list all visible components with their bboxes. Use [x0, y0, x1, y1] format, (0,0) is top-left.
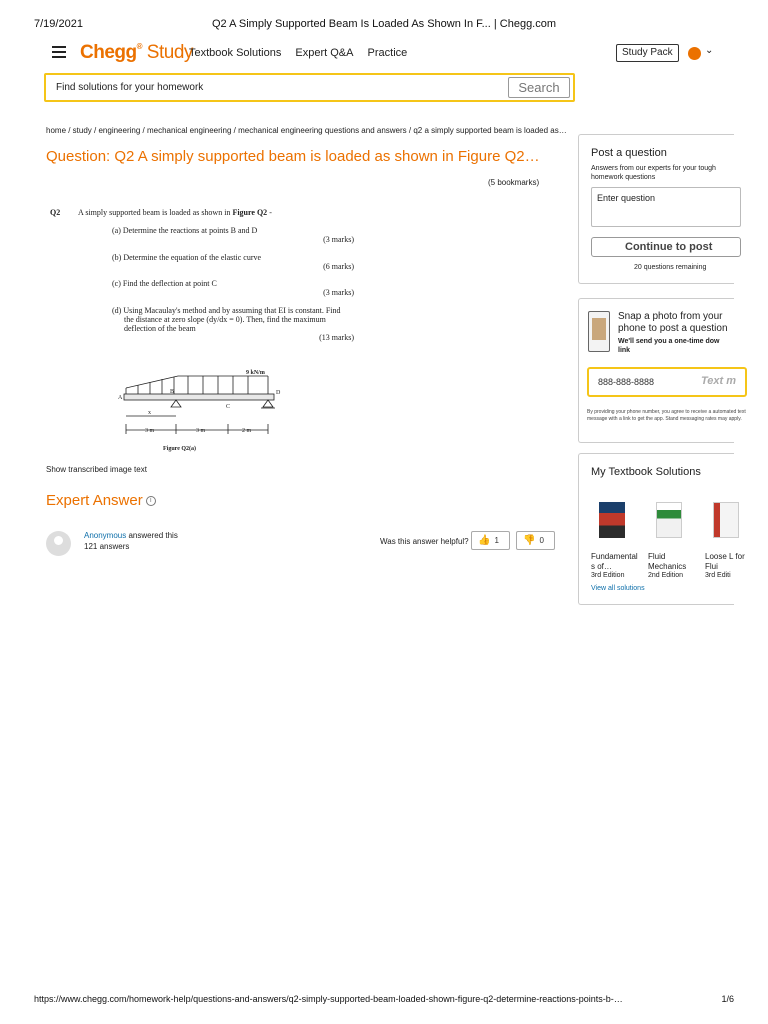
question-input[interactable]: Enter question [591, 187, 741, 227]
breadcrumb[interactable]: home / study / engineering / mechanical engineering / mechanical engineering questions and answers / q2 a simply supported beam is loaded as… [46, 126, 567, 135]
book-cover [713, 502, 739, 538]
part-c: (c) Find the deflection at point C [112, 279, 217, 288]
part-a: (a) Determine the reactions at points B and D [112, 226, 258, 235]
logo-study: Study [146, 42, 193, 63]
hamburger-menu-icon[interactable] [52, 46, 66, 58]
textbook-item[interactable] [591, 502, 638, 579]
bookmark-count[interactable]: (5 bookmarks) [488, 178, 540, 187]
snap-photo-panel [578, 298, 746, 443]
book-edition: 3rd Editi [705, 572, 731, 579]
helpful-question: Was this answer helpful? [380, 537, 469, 546]
search-button[interactable]: Search [508, 77, 570, 98]
snap-sub-line1: We'll send you a one-time dow [618, 338, 720, 345]
beam [124, 394, 274, 400]
expert-answer-heading [46, 492, 156, 509]
thumbs-up-count: 1 [494, 536, 499, 545]
print-url: https://www.chegg.com/homework-help/questions-and-answers/q2-simply-supported-beam-loaded-shown-figure-q2-determine-reactions-points-b-… [34, 994, 623, 1004]
nav-practice[interactable]: Practice [367, 47, 408, 59]
answer-count: 121 answers [84, 542, 130, 551]
part-b: (b) Determine the equation of the elastic curve [112, 253, 262, 262]
part-d: (d) Using Macaulay's method and by assuming that EI is constant. Find [112, 306, 341, 315]
thumbs-down-icon: 👎 [523, 535, 536, 546]
book-cover [599, 502, 625, 538]
thumbs-down-count: 0 [539, 536, 544, 545]
thumbs-up-icon: 👍 [478, 535, 491, 546]
print-header [34, 18, 734, 32]
print-date: 7/19/2021 [34, 18, 83, 30]
answerer-name[interactable]: Anonymous [84, 531, 127, 540]
view-all-solutions-link[interactable]: View all solutions [591, 585, 645, 592]
page-number: 1/6 [721, 994, 734, 1004]
sms-legal-text: By providing your phone number, you agree to receive a automated text message with a link to get the app. Stand messaging rates may apply. [587, 409, 746, 422]
answerer-avatar [46, 531, 71, 556]
figure-caption: Figure Q2(a) [163, 446, 197, 452]
snap-heading-line2: phone to post a question [618, 323, 728, 334]
phone-icon [588, 311, 610, 352]
question-image [50, 206, 360, 458]
show-transcribed-link[interactable]: Show transcribed image text [46, 465, 147, 474]
part-b-marks: (6 marks) [323, 262, 354, 271]
question-intro [78, 208, 272, 217]
info-icon[interactable]: i [146, 496, 156, 506]
answerer-line [84, 531, 178, 540]
part-d-line3: deflection of the beam [124, 324, 196, 333]
post-question-subtitle: Answers from our experts for your tough homework questions [591, 165, 716, 181]
snap-subtitle [618, 337, 720, 355]
chegg-logo[interactable] [80, 42, 193, 64]
part-c-marks: (3 marks) [323, 288, 354, 297]
chevron-down-icon[interactable]: ⌄ [705, 45, 714, 56]
phone-placeholder: 888-888-8888 [598, 377, 655, 387]
snap-heading [618, 311, 728, 335]
phone-number-field[interactable] [587, 367, 747, 397]
study-pack-button[interactable]: Study Pack [616, 44, 679, 62]
questions-remaining: 20 questions remaining [634, 264, 707, 271]
textbook-solutions-heading: My Textbook Solutions [591, 466, 701, 478]
load-outline [126, 376, 268, 388]
dim-3: 2 m [242, 428, 252, 434]
thumbs-up-button[interactable] [471, 531, 510, 550]
logo-text: Chegg [80, 42, 137, 63]
dim-1: 3 m [145, 428, 155, 434]
part-d-line2: the distance at zero slope (dy/dx = 0). Then, find the maximum [124, 315, 326, 324]
textbook-solutions-panel [578, 453, 745, 605]
print-footer [34, 994, 734, 1008]
expert-answer-title: Expert Answer [46, 492, 143, 509]
post-question-panel [578, 134, 734, 284]
intro-text: A simply supported beam is loaded as shown in [78, 208, 233, 217]
support-d [263, 400, 273, 407]
textbook-item[interactable] [648, 502, 687, 579]
text-me-button[interactable]: Text m [701, 375, 737, 387]
book-title: Loose L for Flui [705, 552, 745, 571]
post-question-heading: Post a question [591, 147, 667, 159]
top-nav [52, 44, 722, 64]
continue-to-post-button[interactable]: Continue to post [591, 237, 741, 257]
dim-2: 3 m [196, 428, 206, 434]
intro-suffix: - [267, 208, 272, 217]
point-a: A [118, 395, 123, 401]
nav-textbook-solutions[interactable]: Textbook Solutions [189, 47, 282, 59]
intro-figure-ref: Figure Q2 [232, 208, 268, 217]
point-b: B [170, 389, 175, 395]
book-title: Fluid Mechanics [648, 552, 687, 571]
load-label: 9 kN/m [246, 370, 265, 376]
point-c: C [226, 404, 231, 410]
search-bar[interactable] [44, 73, 575, 102]
book-edition: 3rd Edition [591, 572, 625, 579]
support-b [171, 400, 181, 407]
part-a-marks: (3 marks) [323, 235, 354, 244]
textbook-item[interactable] [705, 502, 745, 579]
print-title: Q2 A Simply Supported Beam Is Loaded As Shown In F... | Chegg.com [211, 18, 557, 30]
user-avatar[interactable] [688, 47, 701, 60]
thumbs-down-button[interactable] [516, 531, 555, 550]
book-edition: 2nd Edition [648, 572, 684, 579]
logo-registered: ® [136, 42, 143, 51]
beam-figure [118, 366, 298, 456]
snap-heading-line1: Snap a photo from your [618, 311, 723, 322]
point-d: D [276, 390, 281, 396]
answered-text: answered this [126, 531, 178, 540]
book-cover [656, 502, 682, 538]
snap-sub-line2: link [618, 347, 631, 354]
nav-expert-qa[interactable]: Expert Q&A [295, 47, 354, 59]
nav-links [189, 47, 418, 59]
x-label: x [148, 410, 151, 416]
book-title: Fundamental s of… [591, 552, 638, 571]
question-label: Q2 [50, 208, 61, 217]
search-input[interactable]: Find solutions for your homework [56, 82, 204, 93]
part-d-marks: (13 marks) [319, 333, 354, 342]
question-title: Question: Q2 A simply supported beam is loaded as shown in Figure Q2… [46, 148, 540, 165]
